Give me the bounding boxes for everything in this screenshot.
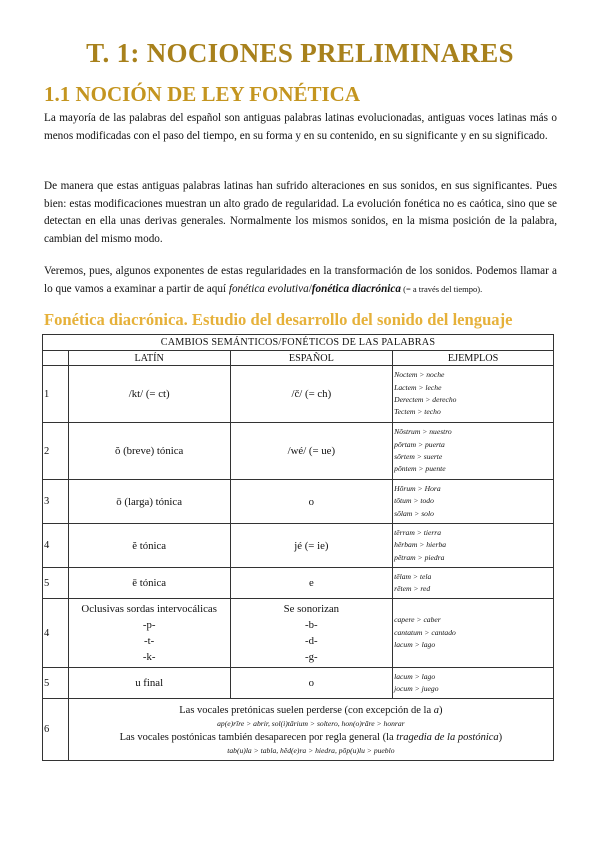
paragraph-3-note: (= a través del tiempo). [400,283,483,294]
section-heading: 1.1 NOCIÓN DE LEY FONÉTICA [44,82,361,106]
term-fonetica-diacronica: fonética diacrónica [311,282,401,295]
example: rētem > red [394,584,431,593]
espanol-cell: o [230,480,393,524]
subheading: Fonética diacrónica. Estudio del desarrollo del sonido del lenguaje [44,310,513,329]
espanol-item: -d- [305,635,318,647]
row-number: 1 [43,366,69,423]
example: pŏrtam > puerta [394,439,445,449]
table-caption-row [43,335,554,351]
postonic-rule-text: Las vocales postónicas también desaparecen por regla general (la [119,731,397,743]
example: Noctem > noche [394,370,445,380]
espanol-cell: o [230,668,393,699]
espanol-cell: /wé/ (= ue) [230,423,393,480]
espanol-cell: jé (= ie) [230,524,393,568]
row-number: 5 [43,668,69,699]
header-ejemplos: EJEMPLOS [393,351,554,366]
example: pĕtram > piedra [394,552,445,562]
table-row [43,568,554,599]
examples-cell [393,568,554,599]
examples-cell [393,480,554,524]
table-row [43,599,554,668]
example: tĕrram > tierra [394,527,442,537]
table-caption: CAMBIOS SEMÁNTICOS/FONÉTICOS DE LAS PALABRAS [43,335,554,351]
examples-cell [393,599,554,668]
latin-cell: ō (larga) tónica [68,480,230,524]
example: lacum > lago [394,671,436,681]
latin-cell: u final [68,668,230,699]
latin-cell: /kt/ (= ct) [68,366,230,423]
row-number: 2 [43,423,69,480]
row-number: 5 [43,568,69,599]
espanol-title: Se sonorizan [283,603,340,615]
table-row [43,366,554,423]
example: sōlam > solo [394,508,434,518]
latin-cell: ŏ (breve) tónica [68,423,230,480]
postonic-examples: tab(u)la > tabla, hĕd(e)ra > hiedra, pōp(u)lu > pueblo [227,745,395,755]
header-espanol: ESPAÑOL [230,351,393,366]
paragraph-1: La mayoría de las palabras del español son antiguas palabras latinas evolucionadas, antiguas voces latinas más o menos modificadas con el paso del tiempo, en su forma y en su contenido, en su significante y en su significado. [44,112,557,142]
example: Hōrum > Hora [394,483,441,493]
example: hĕrbam > hierba [394,540,447,550]
table-row [43,668,554,699]
pretonic-rule-end: ) [439,704,443,716]
row-number: 3 [43,480,69,524]
example: Nŏstrum > nuestro [394,427,452,437]
latin-cell: ē tónica [68,568,230,599]
row-number: 4 [43,599,69,668]
example: capere > caber [394,615,441,625]
postonic-rule-end: ) [498,731,503,743]
espanol-item: -b- [305,619,318,631]
espanol-cell: /č/ (= ch) [230,366,393,423]
term-fonetica-evolutiva: fonética evolutiva [228,282,309,295]
postonic-term: tragedia de la postónica [396,731,499,743]
pretonic-rule [69,703,553,718]
examples-cell [393,366,554,423]
example: cantatum > cantado [394,627,456,637]
example: pŏntem > puente [394,464,446,474]
pretonic-exception: a [433,704,440,716]
table-row [43,699,554,761]
latin-item: -t- [144,635,155,647]
example: lacum > lago [394,640,436,650]
latin-title: Oclusivas sordas intervocálicas [81,603,217,615]
latin-cell [68,599,230,668]
paragraph-3-text: Veremos, pues, algunos exponentes de estas regularidades en la transformación de los sonidos. Podemos llamar a lo que vamos a examinar a partir de aquí [44,265,557,295]
example: jocum > juego [394,684,439,693]
espanol-cell: e [230,568,393,599]
espanol-item: -g- [305,651,318,663]
example: sŏrtem > suerte [394,452,443,461]
examples-cell [393,524,554,568]
postonic-rule [69,730,553,745]
paragraph-3 [44,263,557,298]
example: Lactem > leche [394,382,442,392]
row-number: 4 [43,524,69,568]
latin-cell: ĕ tónica [68,524,230,568]
espanol-cell [230,599,393,668]
slash: / [308,282,312,295]
latin-item: -p- [142,619,156,631]
header-blank [43,351,69,366]
page-title: T. 1: NOCIONES PRELIMINARES [86,38,514,68]
sound-changes-table [42,334,554,761]
table-header-row [43,351,554,366]
examples-cell [393,668,554,699]
pretonic-rule-text: Las vocales pretónicas suelen perderse (con excepción de la [179,704,434,716]
header-latin: LATÍN [68,351,230,366]
example: Tectem > techo [394,407,441,417]
paragraph-2: De manera que estas antiguas palabras latinas han sufrido alteraciones en sus sonidos, en sus significantes. Pues bien: estas modificaciones muestran un alto grado de regularidad. La evolución fonética no es caótica, sino que se detectan en ella unas derivas generales. Normalmente los mismos sonidos, en la misma posición de la palabra, cambian del mismo modo. [44,180,557,245]
examples-cell [393,423,554,480]
pretonic-examples: ap(e)rīre > abrir, sol(i)tārium > soltero, hon(o)rāre > honrar [217,718,405,728]
example: tōtum > todo [394,496,434,506]
example: tēlam > tela [394,571,432,581]
table-row [43,423,554,480]
table-row [43,524,554,568]
table-row [43,480,554,524]
latin-item: -k- [142,651,156,663]
row-number: 6 [43,699,69,761]
vowel-loss-cell [68,699,553,761]
example: Derectem > derecho [394,395,457,404]
